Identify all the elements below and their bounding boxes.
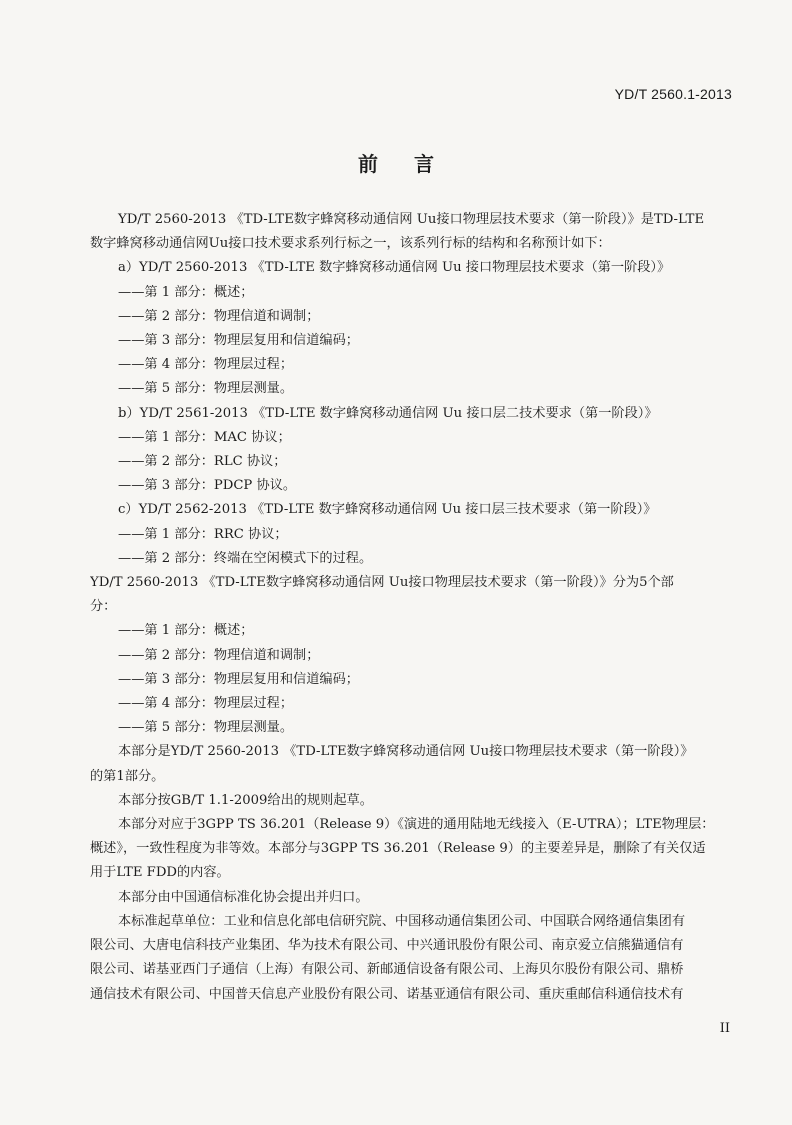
split-part-2: ——第 2 部分：物理信道和调制；: [118, 647, 320, 663]
drafting-units-line-3: 限公司、诺基亚西门子通信（上海）有限公司、新邮通信设备有限公司、上海贝尔股份有限公司、鼎桥: [90, 962, 684, 978]
drafting-units-line-4: 通信技术有限公司、中国普天信息产业股份有限公司、诺基亚通信有限公司、重庆重邮信科通信技术有: [90, 986, 684, 1002]
this-part-line-1: 本部分是YD/T 2560-2013 《TD-LTE数字蜂窝移动通信网 Uu接口物理层技术要求（第一阶段）》: [118, 744, 694, 760]
correspondence-line-3: 用于LTE FDD的内容。: [90, 865, 230, 881]
correspondence-line-1: 本部分对应于3GPP TS 36.201（Release 9）《演进的通用陆地无线接入（E-UTRA）；LTE物理层：: [118, 817, 715, 833]
intro-line-2: 数字蜂窝移动通信网Uu接口技术要求系列行标之一，该系列行标的结构和名称预计如下：: [90, 236, 611, 252]
drafting-units-line-2: 限公司、大唐电信科技产业集团、华为技术有限公司、中兴通讯股份有限公司、南京爱立信熊猫通信有: [90, 938, 684, 954]
proposer: 本部分由中国通信标准化协会提出并归口。: [118, 889, 369, 905]
split-part-5: ——第 5 部分：物理层测量。: [118, 720, 294, 736]
drafting-units-line-1: 本标准起草单位：工业和信息化部电信研究院、中国移动通信集团公司、中国联合网络通信集团有: [118, 913, 686, 929]
series-a-part-4: ——第 4 部分：物理层过程；: [118, 357, 294, 373]
split-part-4: ——第 4 部分：物理层过程；: [118, 696, 294, 712]
correspondence-line-2: 概述》，一致性程度为非等效。本部分与3GPP TS 36.201（Release 9）的主要差异是，删除了有关仅适: [90, 841, 706, 857]
series-a-part-1: ——第 1 部分：概述；: [118, 284, 254, 300]
series-a-part-3: ——第 3 部分：物理层复用和信道编码；: [118, 333, 359, 349]
split-line-1: YD/T 2560-2013 《TD-LTE数字蜂窝移动通信网 Uu接口物理层技术要求（第一阶段）》分为5个部: [90, 575, 674, 591]
drafting-rule: 本部分按GB/T 1.1-2009给出的规则起草。: [118, 792, 373, 808]
series-a-part-5: ——第 5 部分：物理层测量。: [118, 381, 294, 397]
series-b-heading: b）YD/T 2561-2013 《TD-LTE 数字蜂窝移动通信网 Uu 接口层二技术要求（第一阶段）》: [118, 405, 658, 421]
series-b-part-3: ——第 3 部分：PDCP 协议。: [118, 478, 297, 494]
series-b-part-1: ——第 1 部分：MAC 协议；: [118, 429, 291, 445]
page-number: II: [719, 1021, 730, 1036]
document-code: YD/T 2560.1-2013: [614, 86, 732, 102]
series-a-heading: a）YD/T 2560-2013 《TD-LTE 数字蜂窝移动通信网 Uu 接口物理层技术要求（第一阶段）》: [118, 260, 671, 276]
this-part-line-2: 的第1部分。: [90, 768, 165, 784]
split-line-2: 分：: [90, 599, 117, 615]
page-title: 前言: [358, 152, 470, 176]
split-part-3: ——第 3 部分：物理层复用和信道编码；: [118, 671, 359, 687]
document-body: [90, 208, 730, 1007]
series-c-part-1: ——第 1 部分：RRC 协议；: [118, 526, 288, 542]
series-c-part-2: ——第 2 部分：终端在空闲模式下的过程。: [118, 550, 373, 566]
series-b-part-2: ——第 2 部分：RLC 协议；: [118, 454, 287, 470]
series-c-heading: c）YD/T 2562-2013 《TD-LTE 数字蜂窝移动通信网 Uu 接口层三技术要求（第一阶段）》: [118, 502, 657, 518]
intro-line-1: YD/T 2560-2013 《TD-LTE数字蜂窝移动通信网 Uu接口物理层技术要求（第一阶段）》是TD-LTE: [118, 212, 705, 227]
split-part-1: ——第 1 部分：概述；: [118, 623, 254, 639]
series-a-part-2: ——第 2 部分：物理信道和调制；: [118, 308, 320, 324]
